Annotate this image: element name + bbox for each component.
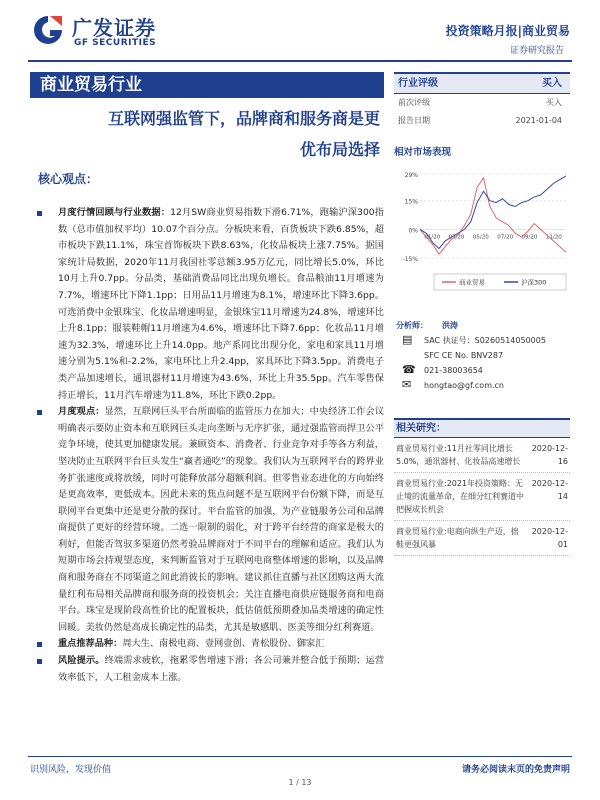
logo-text: 广发证券: [72, 16, 156, 40]
y-tick-label: 15%: [404, 198, 418, 206]
bullet-marker-icon: [37, 659, 42, 664]
bullet-text: 周大生、南极电商、壹网壹创、青松股份、御家汇: [122, 638, 325, 650]
bullet-marker-icon: [37, 211, 42, 216]
header-divider: [28, 60, 572, 62]
footer-disclaimer: 请务必阅读末页的免责声明: [461, 765, 570, 775]
bullet-marker-icon: [37, 410, 42, 415]
related-item-title[interactable]: 商业贸易行业:电商向纵生产迈，拙鞋更强风暴: [396, 527, 519, 549]
related-item-date: 2020-12-16: [531, 444, 568, 466]
report-date-value: 2021-01-04: [515, 116, 562, 125]
email-row: [396, 378, 572, 393]
sac-number: SAC 执证号：S0260514050005: [424, 336, 546, 345]
y-tick-label: -15%: [402, 256, 418, 263]
legend-label: 商业贸易: [459, 278, 485, 287]
bullet-lead: 月度行情回顾与行业数据：: [58, 207, 171, 218]
related-item[interactable]: [394, 521, 570, 556]
x-tick-label: 07/20: [497, 234, 514, 241]
chart-svg: [394, 166, 570, 296]
report-title-line2: 优布局选择: [299, 140, 380, 159]
rating-value: 买入: [542, 78, 562, 89]
core-views-heading: 核心观点：: [38, 172, 99, 186]
analyst-info: [396, 318, 572, 393]
related-research: [394, 418, 570, 556]
analyst-name: 洪涛: [441, 321, 458, 330]
y-tick-label: 0%: [408, 227, 418, 235]
related-item-date: 2020-12-01: [531, 527, 568, 549]
bullet-key-picks: [34, 636, 384, 653]
analyst-label: 分析师：: [396, 321, 428, 330]
phone-icon: ☎: [402, 363, 416, 376]
x-tick-label: 11/20: [545, 234, 562, 241]
sidebar: [394, 72, 570, 296]
x-tick-label: 01/20: [424, 234, 441, 241]
footer-slogan: 识别风险，发现价值: [30, 765, 112, 775]
related-item[interactable]: [394, 473, 570, 521]
bullet-text: 12月SW商业贸易指数下滑6.71%，跑输沪深300指数（总市值加权平均）10.07个百分点。分板块来看，百货板块下跌6.85%，超市板块下跌11.1%，珠宝首饰板块下跌8.63%，化妆品板块上涨7.75%。据国家统计局数据，2020年11月我国社零总额3.95万亿元，同比增长5.0%，环比10月上升0.7pp。分品类，基础消费品同比出现负增长。食品粮油11月增速为7.7%，增速环比下降1.1pp；日用品11月增速为8.1%，增速环比下降3.6pp。可选消费中金银珠宝、化妆品增速明显，金银珠宝11月增速为24.8%，增速环比上升8.1pp；服装鞋帽11月增速为4.6%，增速环比下降7.6pp；化妆品11月增速为32.3%，增速环比上升14.0pp。地产系同比出现分化，家电和家具11月增速分别为5.1%和-2.2%，家电环比上升2.4pp，家具环比下降3.5pp。消费电子类产品加速增长，通讯器材11月增速为43.6%，环比上升35.5pp。汽车零售保持正增长，11月汽车增速为11.8%，环比下跌0.2pp。: [58, 207, 384, 401]
y-tick-label: 29%: [404, 172, 418, 179]
rating-label: 行业评级: [398, 78, 438, 89]
related-item-title[interactable]: 商业贸易行业:11月社零同比增长5.0%，通讯器材、化妆品高速增长: [396, 444, 521, 466]
gf-logo-icon: [28, 12, 68, 48]
report-title-line1: 互联网强监管下，品牌商和服务商是更: [107, 109, 380, 128]
prev-rating-label: 前次评级: [398, 98, 430, 107]
report-subtype: 证券研究报告: [509, 46, 564, 56]
relative-performance-chart: [394, 166, 570, 296]
industry-banner: 商业贸易行业: [30, 72, 384, 98]
page-number: 1 / 13: [288, 778, 312, 787]
report-type: 投资策略月报|商业贸易: [445, 24, 570, 38]
core-views-list: [34, 205, 384, 686]
series-line-commerce: [420, 178, 566, 254]
analyst-name-row: [396, 318, 572, 333]
sfc-row: [396, 348, 572, 363]
sac-row: [396, 333, 572, 348]
report-date-label: 报告日期: [398, 116, 430, 125]
report-date-row: [394, 112, 570, 130]
rating-header: [394, 72, 570, 94]
phone-row: [396, 363, 572, 378]
related-item-title[interactable]: 商业贸易行业:2021年投资策略：无止境的流量革命，在细分红利赛道中把握成长机会: [396, 479, 524, 514]
x-tick-label: 03/20: [448, 234, 465, 241]
x-tick-label: 09/20: [521, 234, 538, 241]
bullet-lead: 重点推荐品种：: [58, 638, 123, 650]
prev-rating-value: 买入: [546, 98, 562, 107]
title-block: [30, 72, 384, 187]
bullet-lead: 风险提示。: [58, 655, 105, 667]
bullet-lead: 月度观点：: [58, 406, 105, 418]
email-address[interactable]: hongtao@gf.com.cn: [424, 381, 504, 390]
id-card-icon: ▤: [402, 333, 413, 346]
page-header: [0, 0, 600, 62]
related-research-title: 相关研究：: [394, 418, 570, 438]
phone-number: 021-38003654: [424, 366, 483, 375]
bullet-monthly-review: [34, 205, 384, 404]
logo-english: GF SECURITIES: [74, 38, 157, 48]
bullet-marker-icon: [37, 642, 42, 647]
bullet-text: 终端需求疲软，拖累零售增速下滑；各公司兼并整合低于预期；运营效率低下，人工租金成本上涨。: [58, 655, 385, 683]
footer-divider: [28, 756, 572, 757]
sfc-number: SFC CE No. BNV287: [424, 351, 504, 360]
bullet-monthly-view: [34, 404, 384, 636]
related-item-date: 2020-12-14: [531, 479, 568, 501]
x-tick-label: 05/20: [472, 234, 489, 241]
bullet-text: 显然，互联网巨头平台所面临的监管压力在加大；中央经济工作会议明确表示要防止资本和互联网巨头走向垄断与无序扩张，通过强监管而捍卫公平竞争环境，使其更加健康发展。兼顾资本、消费者、行业竞争对手等各方利益，坚决防止互联网平台巨头发生“赢者通吃”的现象。我们认为互联网平台的跨界业务扩张速度或将放缓，同时可能释放部分超额利润。但零售业态进化的方向始终是更高效率，更低成本。因此未来的焦点问题不是互联网平台份额下降，而是互联网平台更集中还是更分散的探讨。平台监管的加强，为产业链服务公司和品牌商提供了更好的经营环境。二选一限制的弱化，对于跨平台经营的商家是极大的利好，但能否驾驭多渠道仍然考验品牌商对于不同平台的理解和适应。我们认为短期市场会持观望态度，来判断监管对于互联网电商整体增速的影响，以及品牌商和服务商在不同渠道之间此消彼长的影响。建议抓住直播与社区团购这两大流量红利布局相关品牌商和服务商的投资机会；关注直播电商供应链服务商和电商平台。珠宝是现阶段高性价比的配置板块，低估值低预期叠加品类增速的确定性回暖。美妆仍然是高成长确定性的品类，尤其是敏感肌、医美等细分红利赛道。: [58, 406, 385, 633]
mail-icon: ✉: [402, 378, 412, 391]
bullet-risk: [34, 653, 384, 686]
related-item[interactable]: [394, 438, 570, 473]
legend-label: 沪深300: [521, 278, 547, 287]
prev-rating-row: [394, 94, 570, 112]
relative-performance-title: 相对市场表现: [394, 147, 452, 158]
